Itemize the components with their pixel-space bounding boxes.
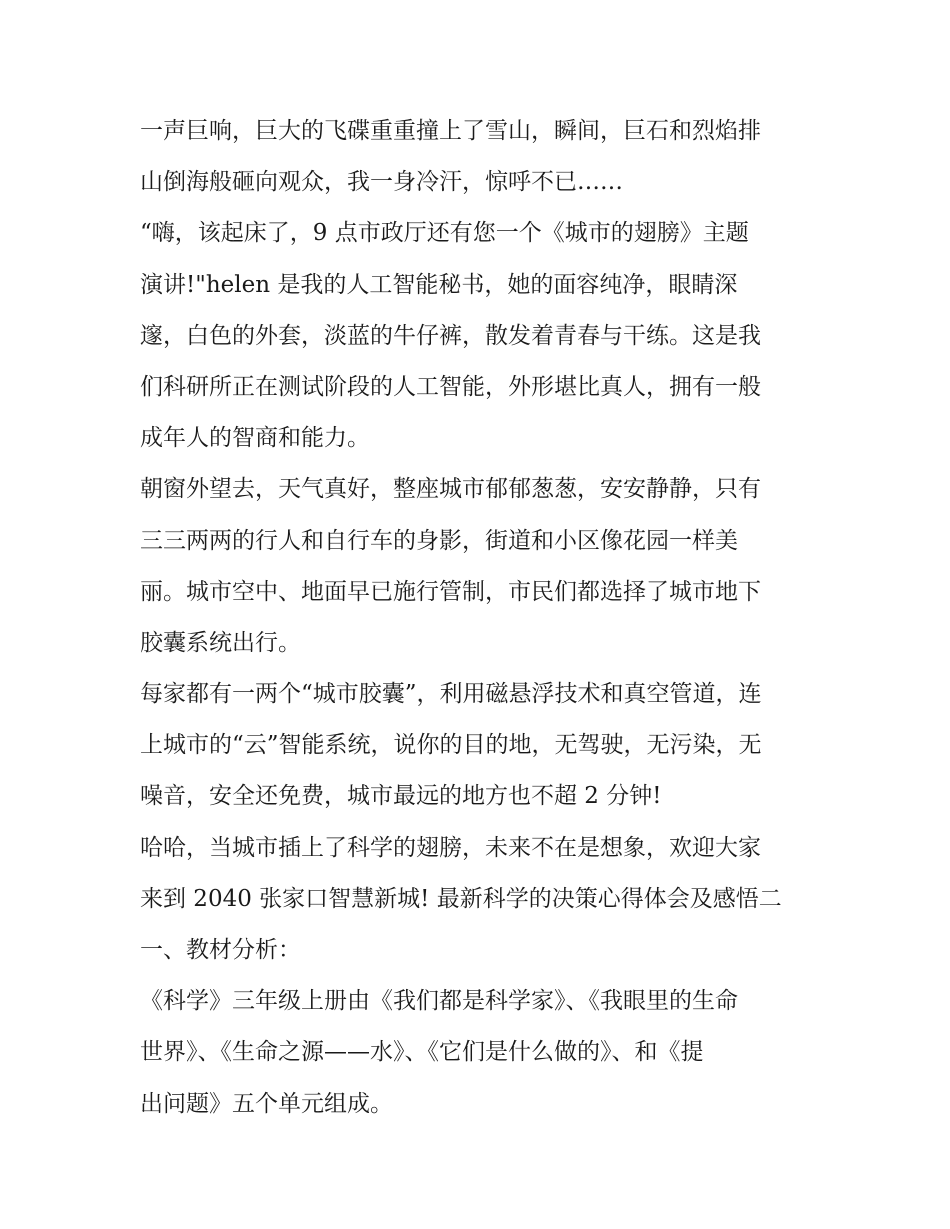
text-line: 上城市的“云”智能系统，说你的目的地，无驾驶，无污染，无 (140, 732, 762, 759)
text-line: 噪音，安全还免费，城市最远的地方也不超 2 分钟! (140, 783, 662, 810)
text-line: 三三两两的行人和自行车的身影，街道和小区像花园一样美 (140, 527, 738, 554)
text-line: 丽。城市空中、地面早已施行管制，市民们都选择了城市地下 (140, 578, 761, 605)
text-line: “嗨，该起床了，9 点市政厅还有您一个《城市的翅膀》主题 (140, 220, 749, 247)
text-line: 成年人的智商和能力。 (140, 425, 370, 452)
text-line: 一声巨响，巨大的飞碟重重撞上了雪山，瞬间，巨石和烈焰排 (140, 118, 761, 144)
text-line: 来到 2040 张家口智慧新城! 最新科学的决策心得体会及感悟二 (140, 885, 782, 912)
text-line: 朝窗外望去，天气真好，整座城市郁郁葱葱，安安静静，只有 (140, 476, 761, 503)
text-line: 胶囊系统出行。 (140, 629, 301, 656)
text-line: 每家都有一两个“城市胶囊”，利用磁悬浮技术和真空管道，连 (140, 681, 762, 708)
text-line: 们科研所正在测试阶段的人工智能，外形堪比真人，拥有一般 (140, 373, 761, 400)
text-line: 出问题》五个单元组成。 (140, 1090, 393, 1117)
text-line: 《科学》三年级上册由《我们都是科学家》、《我眼里的生命 (140, 988, 738, 1015)
body-text (140, 106, 820, 1130)
text-line: 一、教材分析： (140, 937, 301, 963)
text-line: 演讲!"helen 是我的人工智能秘书，她的面容纯净，眼睛深 (140, 271, 738, 298)
text-line: 哈哈，当城市插上了科学的翅膀，未来不在是想象，欢迎大家 (140, 834, 761, 861)
text-line: 世界》、《生命之源——水》、《它们是什么做的》、和《提 (140, 1039, 704, 1066)
text-line: 邃，白色的外套，淡蓝的牛仔裤，散发着青春与干练。这是我 (140, 322, 761, 349)
text-line: 山倒海般砸向观众，我一身冷汗，惊呼不已…… (140, 169, 623, 196)
